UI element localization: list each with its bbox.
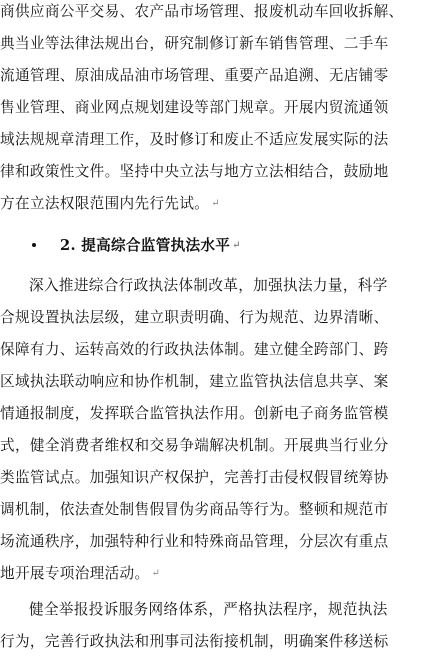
paragraph-2-line-1: 深入推进综合行政执法体制改革，加强执法力量，科学	[29, 277, 388, 294]
paragraph-2-line-10-text: 地开展专项治理活动。	[0, 565, 150, 582]
paragraph-mark-icon: ↵	[232, 240, 241, 251]
paragraph-1-line-6: 律和政策性文件。坚持中央立法与地方立法相结合，鼓励地	[0, 163, 389, 180]
paragraph-3-line-2: 行为，完善行政执法和刑事司法衔接机制，明确案件移送标	[0, 633, 389, 650]
paragraph-1-line-1: 商供应商公平交易、农产品市场管理、报废机动车回收拆解、	[0, 3, 404, 20]
paragraph-1-line-4: 售业管理、商业网点规划建设等部门规章。开展内贸流通领	[0, 99, 389, 116]
section-heading	[60, 230, 241, 262]
paragraph-mark-icon: ↵	[151, 568, 161, 579]
paragraph-2-line-7: 类监管试点。加强知识产权保护，完善打击侵权假冒统筹协	[0, 469, 389, 486]
paragraph-2-line-4: 区域执法联动响应和协作机制，建立监管执法信息共享、案	[0, 373, 389, 390]
paragraph-1-line-7	[0, 188, 434, 220]
paragraph-2-line-2: 合规设置执法层级，建立职责明确、行为规范、边界清晰、	[0, 309, 389, 326]
paragraph-2-line-9: 场流通秩序，加强特种行业和特殊商品管理，分层次有重点	[0, 533, 389, 550]
paragraph-mark-icon: ↵	[211, 198, 220, 209]
paragraph-1-line-7-text: 方在立法权限范围内先行先试。	[0, 195, 210, 212]
paragraph-2-line-5: 情通报制度，发挥联合监管执法作用。创新电子商务监管模	[0, 405, 389, 422]
bullet-icon	[32, 243, 36, 247]
paragraph-2-line-6: 式，健全消费者维权和交易争端解决机制。开展典当行业分	[0, 437, 389, 454]
paragraph-2-line-10	[0, 558, 434, 590]
paragraph-3-line-1: 健全举报投诉服务网络体系，严格执法程序，规范执法	[29, 601, 388, 618]
paragraph-2-line-3: 保障有力、运转高效的行政执法体制。建立健全跨部门、跨	[0, 341, 389, 358]
paragraph-1-line-5: 域法规规章清理工作，及时修订和废止不适应发展实际的法	[0, 131, 389, 148]
paragraph-1-line-2: 典当业等法律法规出台，研究制修订新车销售管理、二手车	[0, 35, 389, 52]
heading-text: 提高综合监管执法水平	[81, 237, 231, 254]
paragraph-2-line-8: 调机制，依法查处制售假冒伪劣商品等行为。整顿和规范市	[0, 501, 389, 518]
paragraph-1-line-3: 流通管理、原油成品油市场管理、重要产品追溯、无店铺零	[0, 67, 389, 84]
heading-number: 2.	[60, 237, 76, 254]
